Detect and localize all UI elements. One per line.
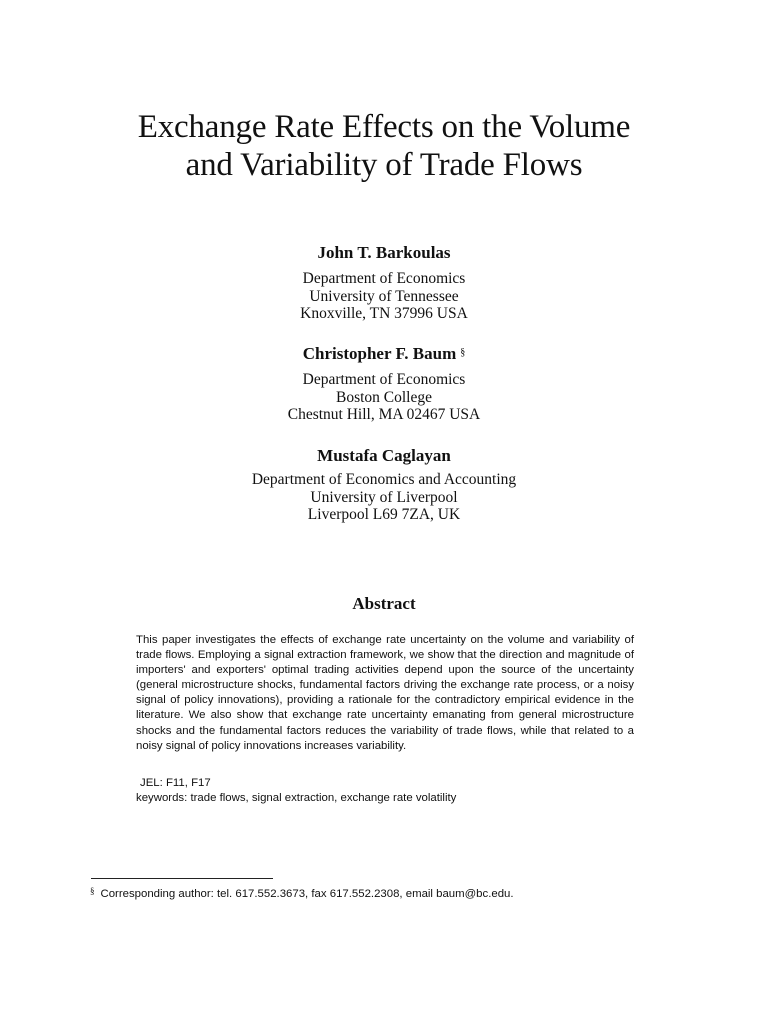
affiliation-line: Department of Economics and Accounting (251, 471, 517, 488)
affiliation-line: University of Tennessee (309, 287, 459, 305)
footnote-mark: § (460, 347, 466, 358)
footnote-text: Corresponding author: tel. 617.552.3673, fax 617.552.2308, email baum@bc.edu. (100, 888, 514, 900)
author-affiliation (0, 270, 768, 323)
title-line-1: Exchange Rate Effects on the Volume (137, 109, 631, 145)
footnote (90, 886, 514, 900)
affiliation-line: Boston College (335, 388, 432, 406)
affiliation-line: University of Liverpool (310, 488, 458, 506)
author-name: John T. Barkoulas (317, 243, 451, 262)
author-name: Mustafa Caglayan (317, 446, 451, 465)
keywords: keywords: trade flows, signal extraction, exchange rate volatility (136, 792, 457, 804)
author-block-1 (0, 243, 768, 323)
affiliation-line: Knoxville, TN 37996 USA (300, 305, 468, 322)
author-affiliation (0, 371, 768, 424)
affiliation-line: Department of Economics (302, 371, 466, 388)
author-name: Christopher F. Baum § (302, 344, 466, 363)
jel-codes: JEL: F11, F17 (140, 777, 211, 789)
abstract-body: This paper investigates the effects of exchange rate uncertainty on the volume and variability of trade flows. Employing a signal extraction framework, we show that the direction and magnitude of importers' and exporters' optimal trading activities depend upon the source of the uncertainty (general microstructure shocks, fundamental factors driving the exchange rate process, or a noisy signal of policy innovations), providing a rationale for the contradictory empirical evidence in the literature. We also show that exchange rate uncertainty emanating from general microstructure shocks and the fundamental factors reduces the variability of trade flows, while that related to a noisy signal of policy innovations increases variability. (136, 634, 634, 752)
title-line-2: and Variability of Trade Flows (185, 147, 583, 183)
author-block-2 (0, 343, 768, 424)
author-affiliation (0, 471, 768, 524)
abstract-heading: Abstract (352, 594, 416, 613)
footnote-divider (91, 878, 273, 879)
author-block-3 (0, 446, 768, 524)
affiliation-line: Chestnut Hill, MA 02467 USA (287, 406, 481, 423)
affiliation-line: Liverpool L69 7ZA, UK (307, 506, 461, 523)
footnote-mark: § (90, 886, 95, 896)
affiliation-line: Department of Economics (302, 270, 466, 287)
paper-title (60, 108, 708, 184)
